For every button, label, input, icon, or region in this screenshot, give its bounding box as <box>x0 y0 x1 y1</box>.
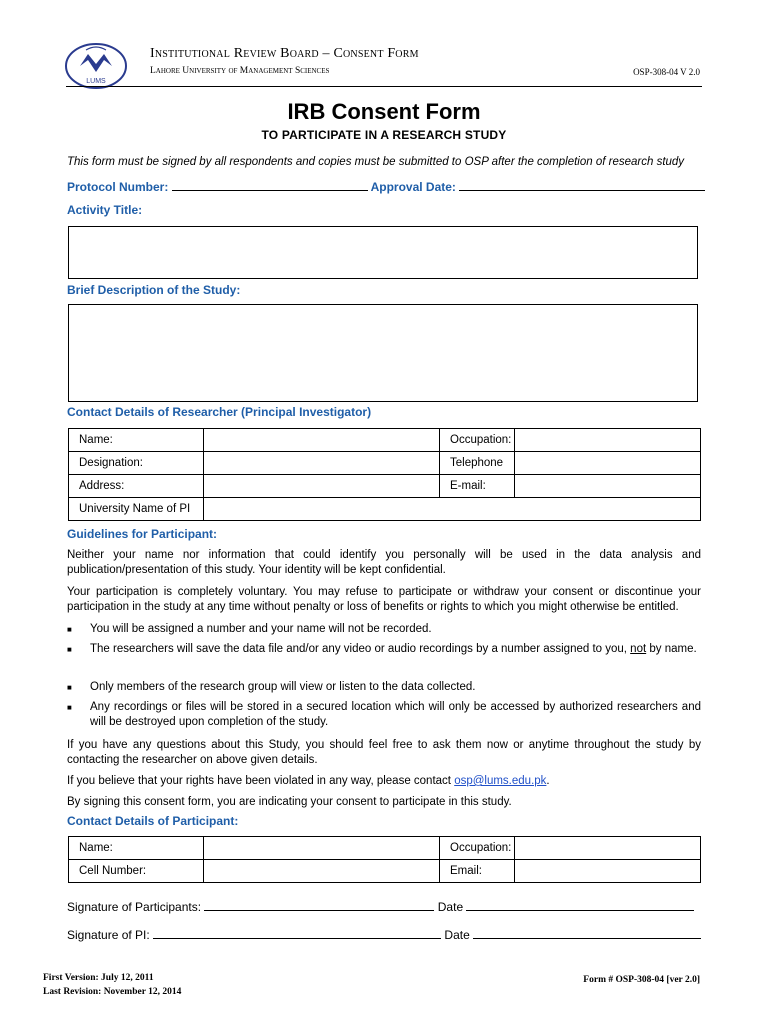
emphasis-not: not <box>630 643 647 655</box>
pi-date-field[interactable] <box>473 927 701 939</box>
page-title: IRB Consent Form <box>287 99 481 124</box>
svg-text:LUMS: LUMS <box>86 78 106 85</box>
researcher-contact-heading: Contact Details of Researcher (Principal Investigator) <box>67 405 372 419</box>
participant-name-field[interactable] <box>204 837 440 860</box>
list-item: ■ The researchers will save the data file and/or any video or audio recordings by a number assigned to you, not by name. <box>67 643 697 655</box>
participant-contact-heading: Contact Details of Participant: <box>67 814 239 828</box>
participant-date-field[interactable] <box>466 899 694 911</box>
brief-description-box[interactable] <box>68 304 698 402</box>
activity-title-label: Activity Title: <box>67 203 143 217</box>
consent-statement: By signing this consent form, you are indicating your consent to participate in this study. <box>67 796 512 808</box>
header-divider <box>66 86 702 87</box>
pi-date-label: Date <box>444 928 470 942</box>
researcher-telephone-field[interactable] <box>515 452 701 475</box>
participant-cell-field[interactable] <box>204 860 440 883</box>
guidelines-voluntary-text: Your participation is completely voluntary. You may refuse to participate or withdraw your consent or discontinue your participation in the study at any time without penalty or loss of benefits or rights to which you might otherwise be entitled. <box>67 586 701 613</box>
osp-email-link[interactable]: osp@lums.edu.pk <box>454 775 547 787</box>
table-row <box>69 452 701 475</box>
table-row <box>69 429 701 452</box>
researcher-telephone-label: Telephone <box>440 452 515 475</box>
bullet-icon: ■ <box>67 703 72 712</box>
participant-email-field[interactable] <box>515 860 701 883</box>
participant-email-label: Email: <box>440 860 515 883</box>
list-item: ■ Any recordings or files will be stored in a secured location which will only be accessed by authorized researchers and will be destroyed upon completion of the study. <box>67 701 701 728</box>
table-row <box>69 498 701 521</box>
brief-description-label: Brief Description of the Study: <box>67 283 241 297</box>
form-number: Form # OSP-308-04 [ver 2.0] <box>583 975 700 985</box>
researcher-address-field[interactable] <box>204 475 440 498</box>
participant-occupation-field[interactable] <box>515 837 701 860</box>
pi-signature-row <box>67 927 701 942</box>
university-name: Lahore University of Management Sciences <box>150 66 330 76</box>
researcher-email-field[interactable] <box>515 475 701 498</box>
list-item: ■ Only members of the research group will view or listen to the data collected. <box>67 681 476 693</box>
researcher-name-label: Name: <box>69 429 204 452</box>
researcher-occupation-field[interactable] <box>515 429 701 452</box>
approval-date-field[interactable] <box>459 179 705 191</box>
bullet-icon: ■ <box>67 645 72 654</box>
form-series-title: Institutional Review Board – Consent Form <box>150 46 419 61</box>
signing-notice: This form must be signed by all respondents and copies must be submitted to OSP after the completion of research study <box>67 156 685 168</box>
rights-contact-text: If you believe that your rights have been violated in any way, please contact osp@lums.edu.pk. <box>67 775 550 787</box>
participant-signature-field[interactable] <box>204 899 434 911</box>
bullet-icon: ■ <box>67 683 72 692</box>
participant-name-label: Name: <box>69 837 204 860</box>
pi-signature-label: Signature of PI: <box>67 928 150 942</box>
participant-signature-label: Signature of Participants: <box>67 900 202 914</box>
university-name-pi-field[interactable] <box>204 498 701 521</box>
participant-contact-table <box>68 836 701 883</box>
university-name-pi-label: University Name of PI <box>69 498 204 521</box>
researcher-address-label: Address: <box>69 475 204 498</box>
lums-logo <box>64 38 128 90</box>
participant-occupation-label: Occupation: <box>440 837 515 860</box>
form-code: OSP-308-04 V 2.0 <box>633 67 700 77</box>
participant-cell-label: Cell Number: <box>69 860 204 883</box>
guidelines-confidentiality-text: Neither your name nor information that could identify you personally will be used in the data analysis and publication/presentation of this study. Your identity will be kept confidential. <box>67 549 701 576</box>
researcher-email-label: E-mail: <box>440 475 515 498</box>
protocol-number-label: Protocol Number: <box>67 180 169 194</box>
researcher-name-field[interactable] <box>204 429 440 452</box>
table-row <box>69 860 701 883</box>
bullet-icon: ■ <box>67 625 72 634</box>
questions-text: If you have any questions about this Study, you should feel free to ask them now or anytime throughout the study by contacting the researcher on above given details. <box>67 739 701 766</box>
researcher-designation-label: Designation: <box>69 452 204 475</box>
participant-signature-row <box>67 899 694 914</box>
pi-signature-field[interactable] <box>153 927 441 939</box>
list-item: ■ You will be assigned a number and your name will not be recorded. <box>67 623 432 635</box>
guidelines-heading: Guidelines for Participant: <box>67 527 218 541</box>
participant-date-label: Date <box>437 900 464 914</box>
researcher-designation-field[interactable] <box>204 452 440 475</box>
protocol-number-field[interactable] <box>172 179 368 191</box>
approval-date-label: Approval Date: <box>370 180 456 194</box>
table-row <box>69 837 701 860</box>
activity-title-box[interactable] <box>68 226 698 279</box>
first-version: First Version: July 12, 2011 <box>43 973 154 983</box>
researcher-contact-table <box>68 428 701 521</box>
page-subtitle: TO PARTICIPATE IN A RESEARCH STUDY <box>261 128 507 142</box>
researcher-occupation-label: Occupation: <box>440 429 515 452</box>
table-row <box>69 475 701 498</box>
protocol-number-row <box>67 179 705 194</box>
last-revision: Last Revision: November 12, 2014 <box>43 987 182 997</box>
